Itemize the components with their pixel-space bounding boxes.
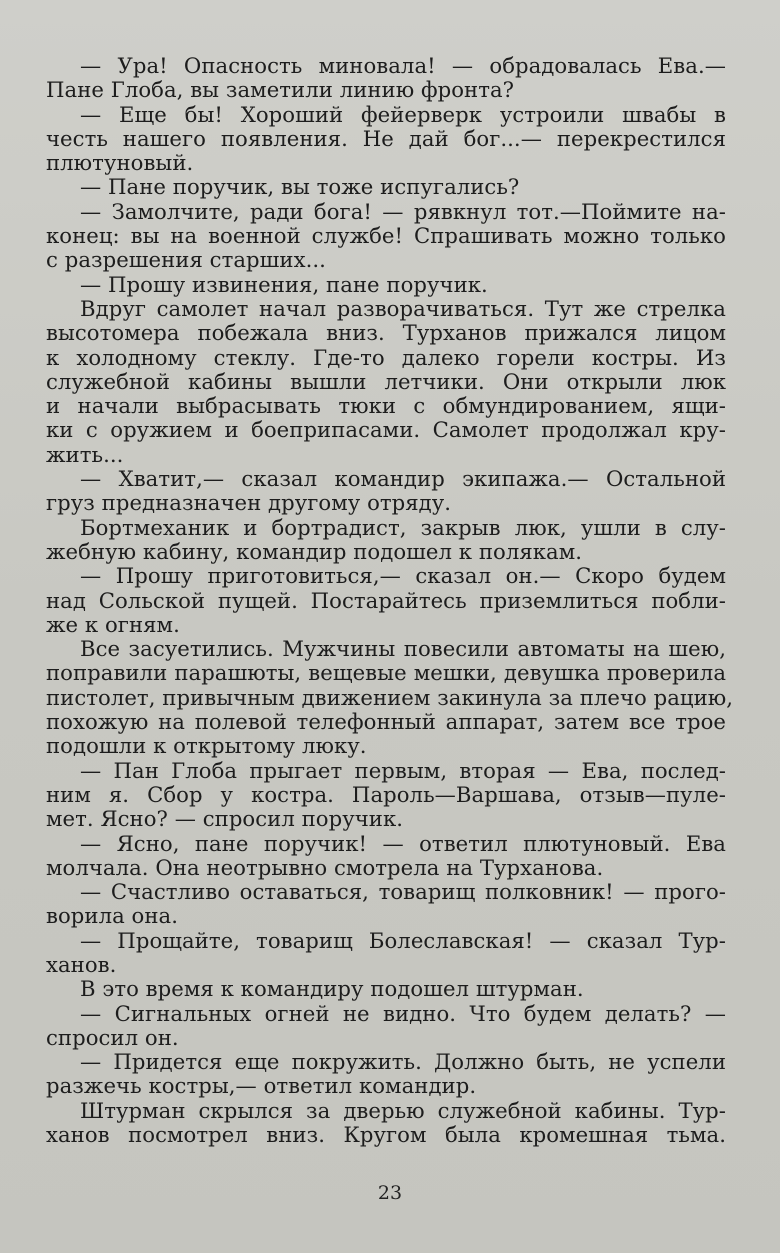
text-line: высотомера побежала вниз. Турханов прижался лицом — [46, 320, 726, 346]
text-line: Штурман скрылся за дверью служебной кабины. Тур- — [80, 1097, 726, 1123]
text-line: ханов посмотрел вниз. Кругом была кромешная тьма. — [46, 1122, 726, 1148]
text-line: похожую на полевой телефонный аппарат, затем все трое — [46, 709, 726, 735]
text-line: Вдруг самолет начал разворачиваться. Тут же стрелка — [80, 295, 726, 321]
text-line: служебной кабины вышли летчики. Они открыли люк — [46, 368, 726, 394]
page-number: 23 — [377, 1182, 403, 1204]
text-line: поправили парашюты, вещевые мешки, девушка проверила — [46, 660, 726, 686]
text-line: ним я. Сбор у костра. Пароль—Варшава, отзыв—пуле- — [46, 781, 726, 807]
text-line: груз предназначен другому отряду. — [46, 490, 452, 516]
text-line: подошли к открытому люку. — [46, 733, 367, 759]
text-line: спросил он. — [46, 1024, 179, 1050]
text-line: — Прошу приготовиться,— сказал он.— Скоро будем — [80, 563, 726, 589]
text-line: Бортмеханик и бортрадист, закрыв люк, ушли в слу- — [80, 514, 726, 540]
text-line: — Пане поручик, вы тоже испугались? — [80, 174, 520, 200]
text-line: ворила она. — [46, 903, 178, 929]
page-body-text — [46, 53, 734, 1148]
text-line: молчала. Она неотрывно смотрела на Турханова. — [46, 854, 604, 880]
text-line: — Ура! Опасность миновала! — обрадовалась Ева.— — [80, 53, 726, 78]
text-line: Пане Глоба, вы заметили линию фронта? — [46, 77, 515, 103]
text-line: плютуновый. — [46, 150, 194, 176]
text-line: Все засуетились. Мужчины повесили автоматы на шею, — [80, 636, 726, 662]
text-line: жебную кабину, командир подошел к полякам. — [46, 538, 583, 564]
text-line: с разрешения старших... — [46, 247, 326, 273]
text-line: конец: вы на военной службе! Спрашивать можно только — [46, 223, 726, 249]
text-line: ханов. — [46, 951, 117, 977]
text-line: пистолет, привычным движением закинула за плечо рацию, — [46, 684, 734, 710]
text-line: мет. Ясно? — спросил поручик. — [46, 806, 404, 832]
text-line: честь нашего появления. Не дай бог...— перекрестился — [46, 125, 726, 151]
text-line: над Сольской пущей. Постарайтесь приземлиться побли- — [46, 587, 726, 613]
text-line: В это время к командиру подошел штурман. — [80, 976, 584, 1002]
text-line: — Ясно, пане поручик! — ответил плютуновый. Ева — [80, 830, 726, 856]
text-line: — Хватит,— сказал командир экипажа.— Остальной — [80, 466, 726, 492]
text-line: — Счастливо оставаться, товарищ полковник! — прого- — [80, 879, 726, 905]
text-line: же к огням. — [46, 611, 180, 637]
text-line: — Придется еще покружить. Должно быть, не успели — [80, 1049, 726, 1075]
text-line: — Еще бы! Хороший фейерверк устроили швабы в — [80, 101, 726, 127]
text-line: — Сигнальных огней не видно. Что будем делать? — — [80, 1000, 726, 1026]
text-line: — Прощайте, товарищ Болеславская! — сказал Тур- — [80, 927, 726, 953]
text-line: к холодному стеклу. Где-то далеко горели костры. Из — [46, 344, 726, 370]
text-line: жить... — [46, 441, 124, 467]
text-line: разжечь костры,— ответил командир. — [46, 1073, 477, 1099]
text-line: — Прошу извинения, пане поручик. — [80, 271, 488, 297]
text-line: — Замолчите, ради бога! — рявкнул тот.—Поймите на- — [80, 198, 726, 224]
text-line: — Пан Глоба прыгает первым, вторая — Ева, послед- — [80, 757, 726, 783]
text-line: и начали выбрасывать тюки с обмундированием, ящи- — [46, 393, 726, 419]
text-line: ки с оружием и боеприпасами. Самолет продолжал кру- — [46, 417, 726, 443]
